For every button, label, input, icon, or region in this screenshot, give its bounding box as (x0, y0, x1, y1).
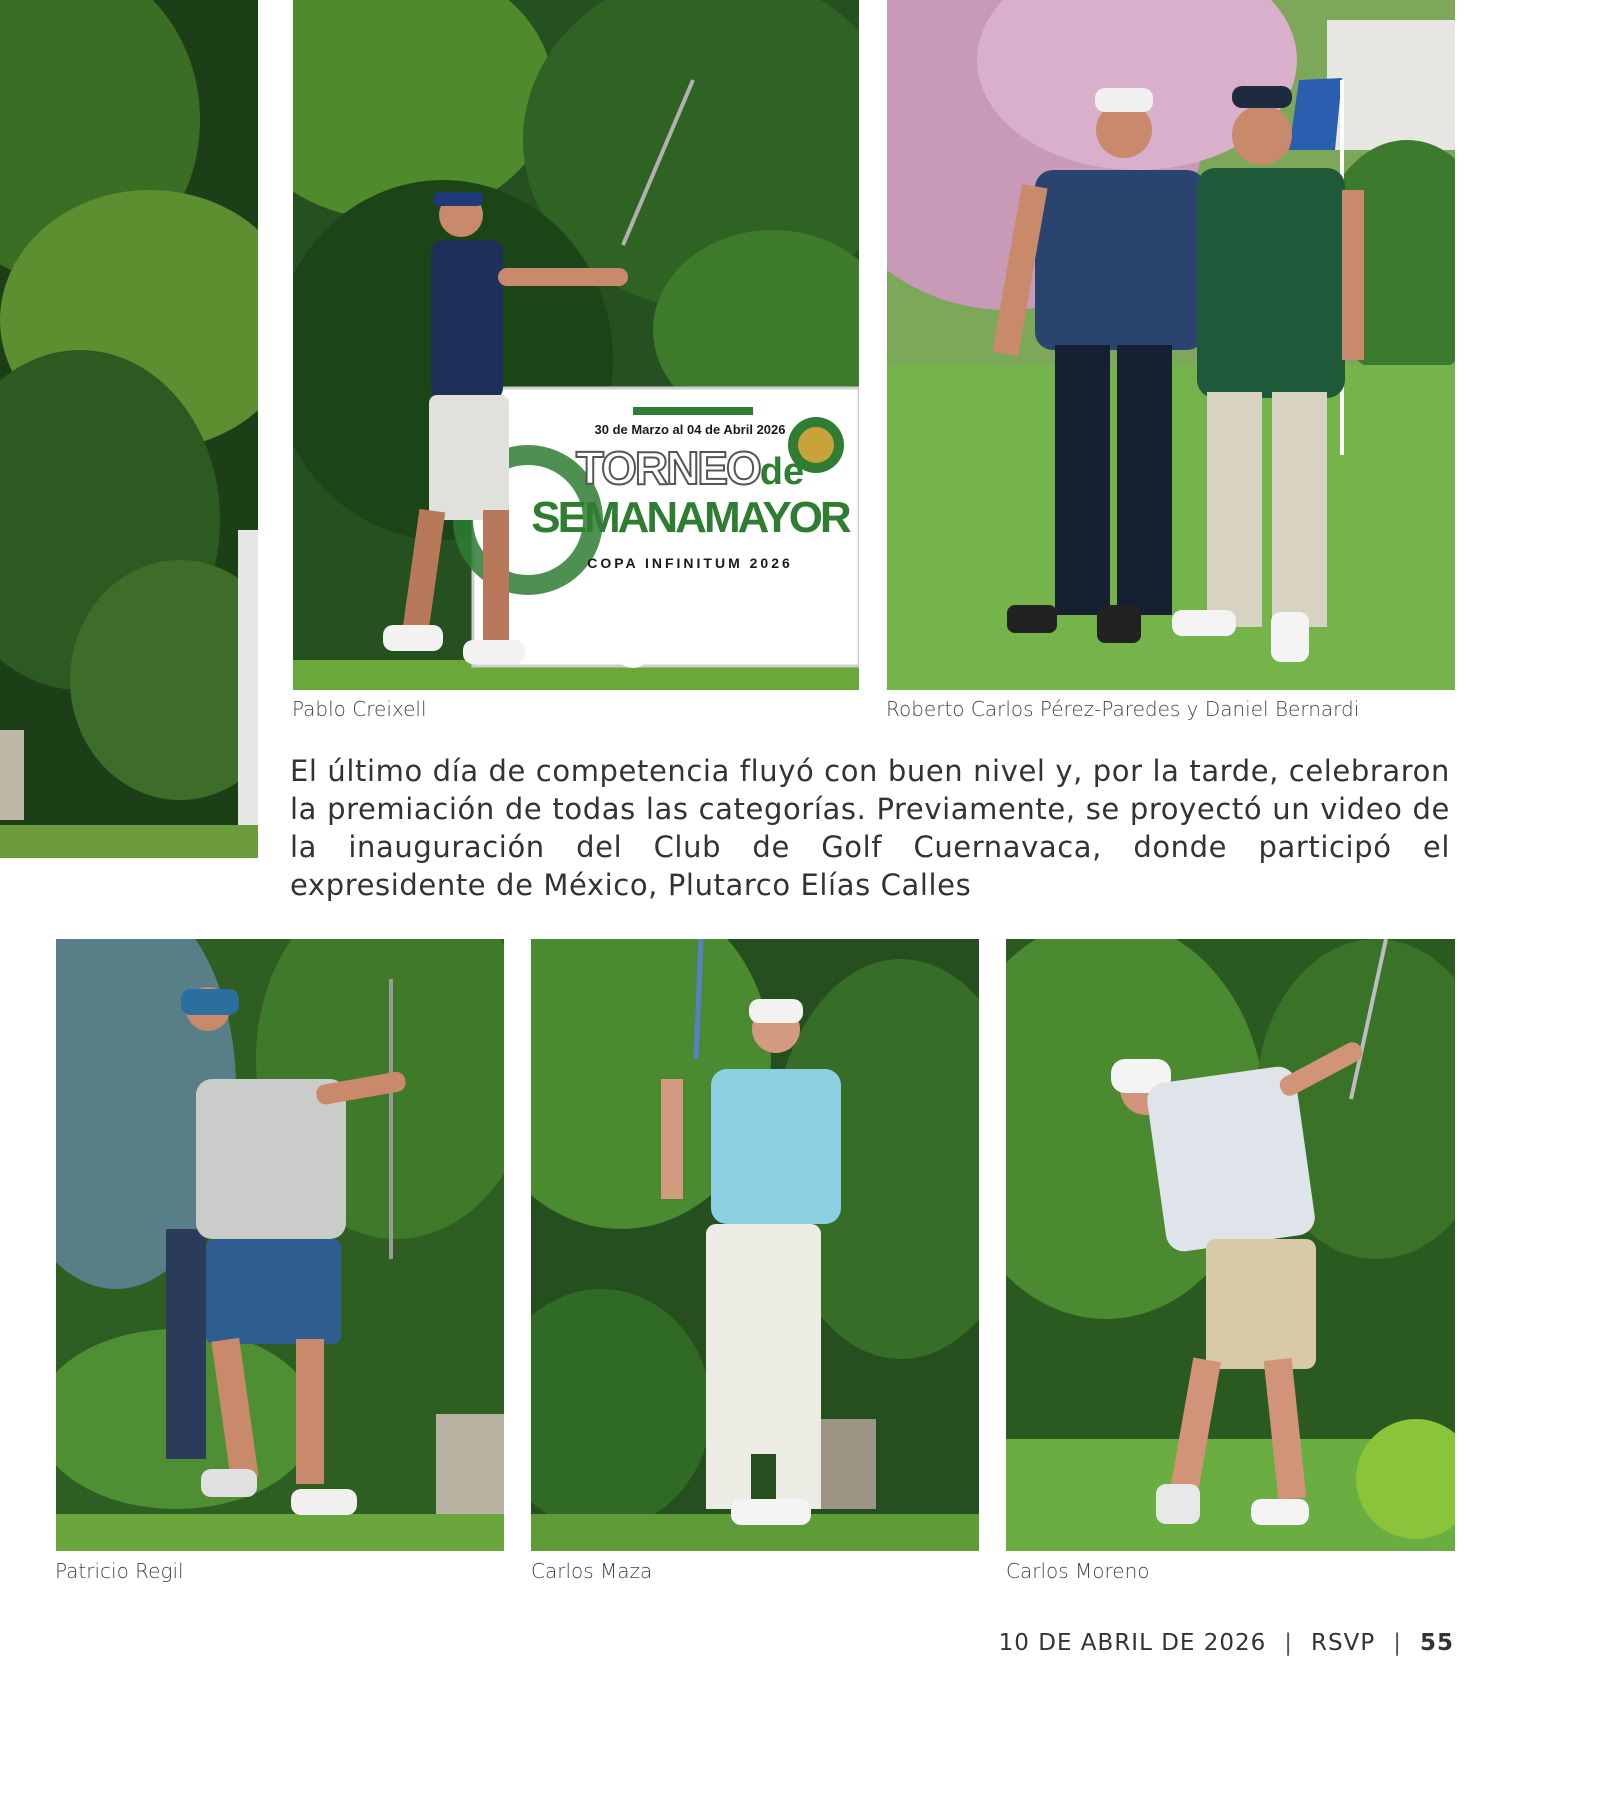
footer-separator: | (1284, 1630, 1294, 1656)
banner-title-top: TORNEO (575, 442, 760, 494)
photo-carlos-moreno (1006, 939, 1455, 1551)
banner-subtitle: COPA INFINITUM 2026 (587, 555, 793, 571)
caption-carlos-moreno: Carlos Moreno (1006, 1559, 1150, 1583)
caption-pablo-creixell: Pablo Creixell (292, 697, 427, 721)
photo-carlos-maza (531, 939, 979, 1551)
caption-patricio-regil: Patricio Regil (55, 1559, 184, 1583)
footer-separator: | (1393, 1630, 1402, 1656)
photo-left-edge (0, 0, 258, 858)
caption-carlos-maza: Carlos Maza (531, 1559, 653, 1583)
banner-dates: 30 de Marzo al 04 de Abril 2026 (594, 422, 786, 437)
banner-title-de: de (759, 451, 805, 493)
banner-title-main: SEMANAMAYOR (531, 493, 849, 542)
caption-roberto-daniel: Roberto Carlos Pérez-Paredes y Daniel Bernardi (886, 697, 1360, 721)
page-footer (999, 1630, 1454, 1656)
photo-roberto-daniel (887, 0, 1455, 690)
footer-date: 10 DE ABRIL DE 2026 (998, 1630, 1267, 1656)
article-paragraph: El último día de competencia fluyó con buen nivel y, por la tarde, celebraron la premiación de todas las categorías. Previamente, se proyectó un video de la inauguración del Club de Golf Cuernavaca, donde participó el expresidente de México, Plutarco Elías Calles (290, 754, 1450, 902)
footer-magazine: RSVP (1311, 1630, 1376, 1656)
page-number: 55 (1419, 1630, 1454, 1656)
tournament-banner (530, 400, 850, 660)
photo-patricio-regil (56, 939, 504, 1551)
